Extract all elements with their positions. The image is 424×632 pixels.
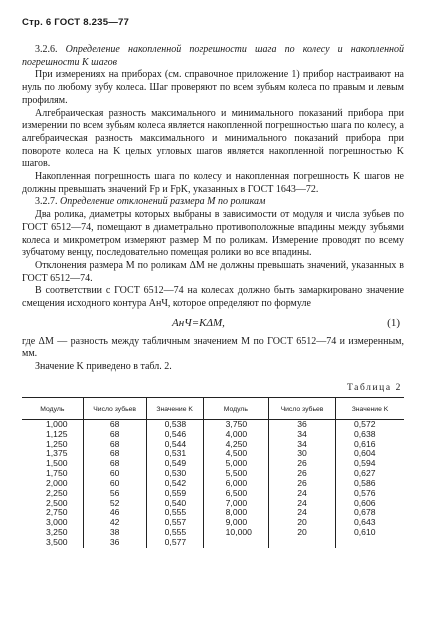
section-326-paragraph-1: При измерениях на приборах (см. справочное приложение 1) прибор настраивают на нуль по любому зубу колеса. Шаг проверяют по всем зубьям колеса по правым и левым профилям. [22, 69, 404, 106]
table-row [22, 449, 404, 459]
section-327-paragraph-1: Два ролика, диаметры которых выбраны в зависимости от модуля и числа зубьев по ГОСТ 6512—74, помещают в диаметрально противоположные впадины между зубьями колеса и микрометром измеряют размер M по роликам. Измерение проводят по всему зубчатому венцу, последовательно помещая ролики во все впадины. [22, 209, 404, 259]
cell-teeth: 24 [269, 489, 336, 499]
cell-teeth: 60 [83, 479, 146, 489]
cell-k: 0,586 [336, 479, 405, 489]
cell-k: 0,638 [336, 430, 405, 440]
section-327-number: 3.2.7. [35, 196, 58, 208]
cell-module: 6,500 [203, 489, 268, 499]
cell-module: 1,375 [46, 448, 68, 459]
formula-1 [22, 314, 404, 334]
section-327-paragraph-2: Отклонения размера M по роликам ΔM не должны превышать значений, указанных в ГОСТ 6512—74. [22, 259, 404, 284]
table-row [22, 440, 404, 450]
section-327-paragraph-4: где ΔM — разность между табличным значением M по ГОСТ 6512—74 и измеренным, мм. [22, 335, 404, 360]
cell-teeth: 68 [83, 430, 146, 440]
cell-teeth: 56 [83, 489, 146, 499]
cell-teeth: 26 [269, 469, 336, 479]
col-header-k-1: Значение K [146, 397, 203, 419]
standard-code: ГОСТ 8.235—77 [54, 17, 130, 28]
cell-module: 2,000 [46, 477, 68, 488]
section-327-heading [22, 196, 404, 209]
cell-teeth: 34 [269, 440, 336, 450]
cell-teeth: 46 [83, 508, 146, 518]
page-header [22, 17, 129, 28]
table-row [22, 419, 404, 429]
cell-teeth: 68 [83, 419, 146, 429]
cell-module: 5,500 [203, 469, 268, 479]
cell-k: 0,559 [146, 489, 203, 499]
cell-k: 0,604 [336, 449, 405, 459]
cell-teeth: 68 [83, 440, 146, 450]
cell-module: 1,000 [46, 418, 68, 429]
cell-teeth: 68 [83, 449, 146, 459]
cell-module [203, 538, 268, 548]
cell-module: 6,000 [203, 479, 268, 489]
cell-k: 0,546 [146, 430, 203, 440]
cell-module: 1,250 [46, 438, 68, 449]
cell-module: 3,250 [46, 527, 68, 538]
section-327-paragraph-5: Значение K приведено в табл. 2. [35, 361, 172, 373]
cell-module: 4,250 [203, 440, 268, 450]
cell-k: 0,577 [146, 538, 203, 548]
cell-module: 3,000 [46, 517, 68, 528]
cell-k: 0,610 [336, 528, 405, 538]
cell-teeth: 26 [269, 459, 336, 469]
cell-teeth: 36 [269, 419, 336, 429]
cell-k: 0,572 [336, 419, 405, 429]
cell-module: 3,750 [203, 419, 268, 429]
table-row [22, 430, 404, 440]
cell-teeth: 34 [269, 430, 336, 440]
cell-teeth: 24 [269, 499, 336, 509]
cell-module: 5,000 [203, 459, 268, 469]
col-header-teeth-2: Число зубьев [269, 397, 336, 419]
table-row [22, 489, 404, 499]
cell-teeth: 36 [83, 538, 146, 548]
cell-module: 7,000 [203, 499, 268, 509]
cell-k: 0,643 [336, 518, 405, 528]
cell-teeth: 20 [269, 528, 336, 538]
cell-k: 0,616 [336, 440, 405, 450]
cell-module: 1,125 [46, 428, 68, 439]
cell-k: 0,530 [146, 469, 203, 479]
cell-module: 10,000 [203, 528, 268, 538]
cell-teeth: 38 [83, 528, 146, 538]
cell-teeth: 20 [269, 518, 336, 528]
cell-teeth: 24 [269, 508, 336, 518]
cell-module: 1,500 [46, 458, 68, 469]
document-body [22, 44, 404, 548]
table-row [22, 479, 404, 489]
cell-k: 0,594 [336, 459, 405, 469]
cell-k: 0,557 [146, 518, 203, 528]
cell-module: 2,500 [46, 497, 68, 508]
cell-k: 0,542 [146, 479, 203, 489]
cell-k: 0,576 [336, 489, 405, 499]
cell-k: 0,555 [146, 508, 203, 518]
cell-k: 0,540 [146, 499, 203, 509]
cell-k: 0,544 [146, 440, 203, 450]
section-326-number: 3.2.6. [35, 44, 58, 55]
cell-k: 0,549 [146, 459, 203, 469]
cell-k [336, 538, 405, 548]
cell-teeth: 60 [83, 469, 146, 479]
cell-k: 0,555 [146, 528, 203, 538]
cell-k: 0,627 [336, 469, 405, 479]
section-326-heading [22, 44, 404, 69]
cell-teeth: 26 [269, 479, 336, 489]
table-row [22, 528, 404, 538]
cell-module: 8,000 [203, 508, 268, 518]
col-header-k-2: Значение K [336, 397, 405, 419]
cell-module: 1,750 [46, 468, 68, 479]
section-327-paragraph-3: В соответствии с ГОСТ 6512—74 на колесах должно быть замаркировано значение смещения исходного контура AнЧ, которое определяют по формуле [22, 285, 404, 310]
cell-teeth: 68 [83, 459, 146, 469]
table-row [22, 518, 404, 528]
table-row [22, 469, 404, 479]
col-header-module-1: Модуль [22, 397, 83, 419]
cell-module: 3,500 [46, 537, 68, 547]
cell-module: 4,500 [203, 449, 268, 459]
table-caption: Таблица 2 [346, 382, 402, 393]
col-header-module-2: Модуль [203, 397, 268, 419]
section-326-paragraph-2: Алгебраическая разность максимального и минимального показаний прибора при измерении по всем зубьям колеса является накопленной погрешностью шага по колесу, а алгебраическая разность максимального и минимального показаний прибора при повороте колеса на K целых угловых шагов является накопленной погрешностью K шагов. [22, 107, 404, 170]
table-row [22, 459, 404, 469]
cell-teeth: 30 [269, 449, 336, 459]
cell-module: 9,000 [203, 518, 268, 528]
cell-teeth: 52 [83, 499, 146, 509]
cell-k: 0,606 [336, 499, 405, 509]
section-327-title: Определение отклонений размера M по роликам [60, 196, 266, 208]
cell-k: 0,531 [146, 449, 203, 459]
col-header-teeth-1: Число зубьев [83, 397, 146, 419]
formula-expression: AнЧ=KΔM, [172, 316, 225, 329]
cell-module: 2,750 [46, 507, 68, 518]
table-row [22, 508, 404, 518]
table-row [22, 538, 404, 548]
table-header-row [22, 397, 404, 419]
cell-k: 0,678 [336, 508, 405, 518]
page-number: Стр. 6 [22, 17, 52, 28]
cell-module: 2,250 [46, 487, 68, 498]
cell-k: 0,538 [146, 419, 203, 429]
cell-module: 4,000 [203, 430, 268, 440]
section-326-paragraph-3: Накопленная погрешность шага по колесу и накопленная погрешность K шагов не должны превышать значений Fp и FpK, указанных в ГОСТ 1643—72. [22, 171, 404, 195]
formula-number: (1) [387, 316, 400, 329]
cell-teeth [269, 538, 336, 548]
cell-teeth: 42 [83, 518, 146, 528]
table-body [22, 419, 404, 547]
section-326-title: Определение накопленной погрешности шага по колесу и накопленной погрешности K шагов [22, 44, 404, 68]
table-row [22, 499, 404, 509]
table-2 [22, 397, 404, 548]
